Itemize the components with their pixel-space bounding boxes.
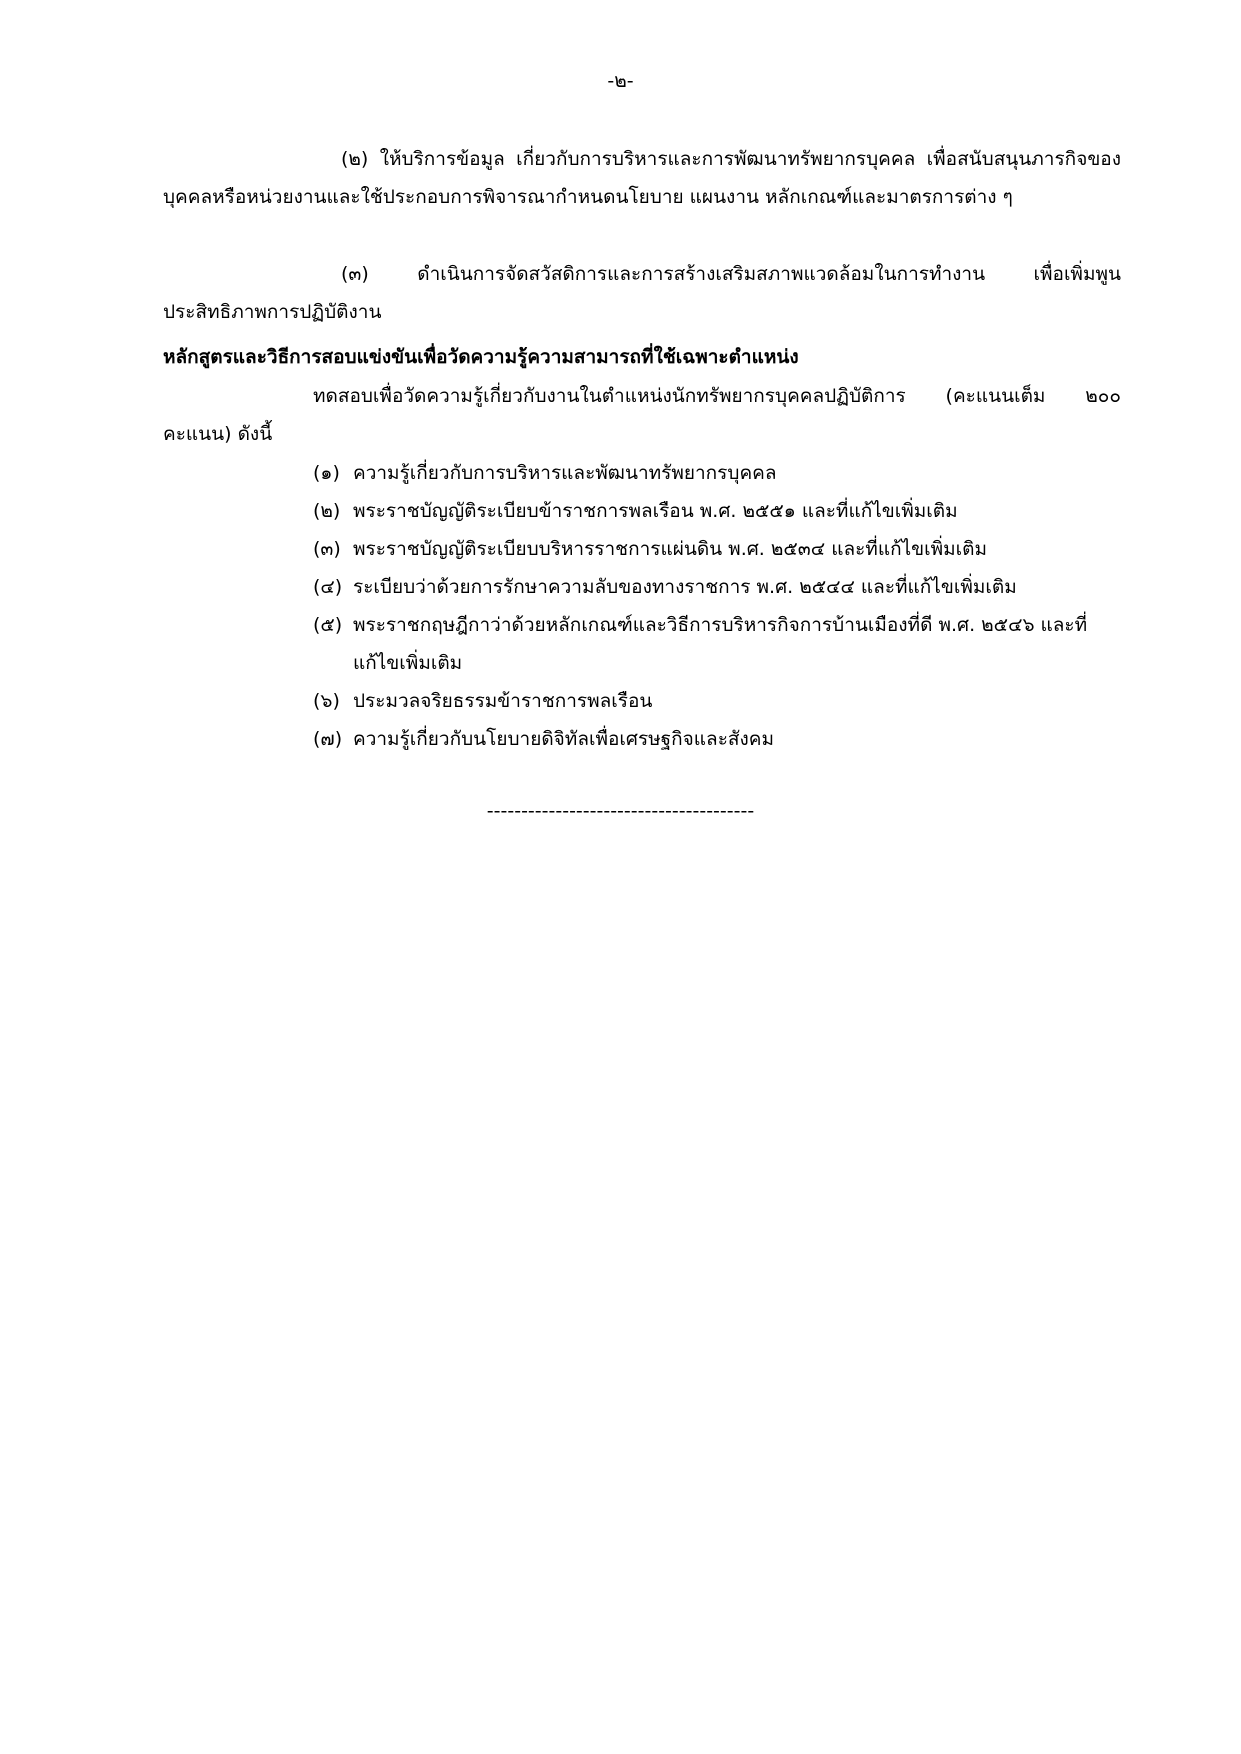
- list-item-number: (๒): [313, 500, 341, 522]
- section-intro: [163, 377, 1121, 453]
- list-item-number: (๓): [313, 538, 341, 560]
- section-intro-text: ทดสอบเพื่อวัดความรู้เกี่ยวกับงานในตำแหน่งนักทรัพยากรบุคคลปฏิบัติการ (คะแนนเต็ม ๒๐๐ คะแนน) ดังนี้: [163, 385, 1121, 445]
- exam-topic-list: [313, 454, 1123, 758]
- list-item-number: (๗): [313, 728, 343, 750]
- list-item-number: (๑): [313, 462, 340, 484]
- list-item: [313, 568, 1123, 606]
- paragraph-2-text: (๒) ให้บริการข้อมูล เกี่ยวกับการบริหารและการพัฒนาทรัพยากรบุคคล เพื่อสนับสนุนภารกิจของบุคคลหรือหน่วยงานและใช้ประกอบการพิจารณากำหนดนโยบาย แผนงาน หลักเกณฑ์และมาตรการต่าง ๆ: [163, 148, 1121, 208]
- list-item-text: พระราชกฤษฎีกาว่าด้วยหลักเกณฑ์และวิธีการบริหารกิจการบ้านเมืองที่ดี พ.ศ. ๒๕๔๖ และที่แก้ไขเพิ่มเติม: [353, 614, 1088, 674]
- paragraph-3-text: (๓) ดำเนินการจัดสวัสดิการและการสร้างเสริมสภาพแวดล้อมในการทำงาน เพื่อเพิ่มพูนประสิทธิภาพการปฏิบัติงาน: [163, 263, 1121, 323]
- list-item: [313, 720, 1123, 758]
- page-number: -๒-: [607, 70, 634, 92]
- list-item-number: (๖): [313, 690, 340, 712]
- list-item-text: ประมวลจริยธรรมข้าราชการพลเรือน: [353, 690, 653, 712]
- end-divider: ---------------------------------------: [486, 800, 755, 822]
- list-item-number: (๔): [313, 576, 343, 598]
- paragraph-3: [163, 255, 1121, 331]
- list-item-text: พระราชบัญญัติระเบียบข้าราชการพลเรือน พ.ศ. ๒๕๕๑ และที่แก้ไขเพิ่มเติม: [353, 500, 958, 522]
- list-item-number: (๕): [313, 614, 343, 636]
- list-item: [313, 530, 1123, 568]
- list-item: [313, 682, 1123, 720]
- section-heading: หลักสูตรและวิธีการสอบแข่งขันเพื่อวัดความรู้ความสามารถที่ใช้เฉพาะตำแหน่ง: [163, 346, 799, 368]
- list-item-text: ระเบียบว่าด้วยการรักษาความลับของทางราชการ พ.ศ. ๒๕๔๔ และที่แก้ไขเพิ่มเติม: [353, 576, 1017, 598]
- list-item: [313, 606, 1123, 682]
- list-item: [313, 454, 1123, 492]
- list-item-text: ความรู้เกี่ยวกับนโยบายดิจิทัลเพื่อเศรษฐกิจและสังคม: [353, 728, 775, 750]
- list-item: [313, 492, 1123, 530]
- list-item-text: พระราชบัญญัติระเบียบบริหารราชการแผ่นดิน พ.ศ. ๒๕๓๔ และที่แก้ไขเพิ่มเติม: [353, 538, 988, 560]
- list-item-text: ความรู้เกี่ยวกับการบริหารและพัฒนาทรัพยากรบุคคล: [353, 462, 777, 484]
- paragraph-2: [163, 140, 1121, 216]
